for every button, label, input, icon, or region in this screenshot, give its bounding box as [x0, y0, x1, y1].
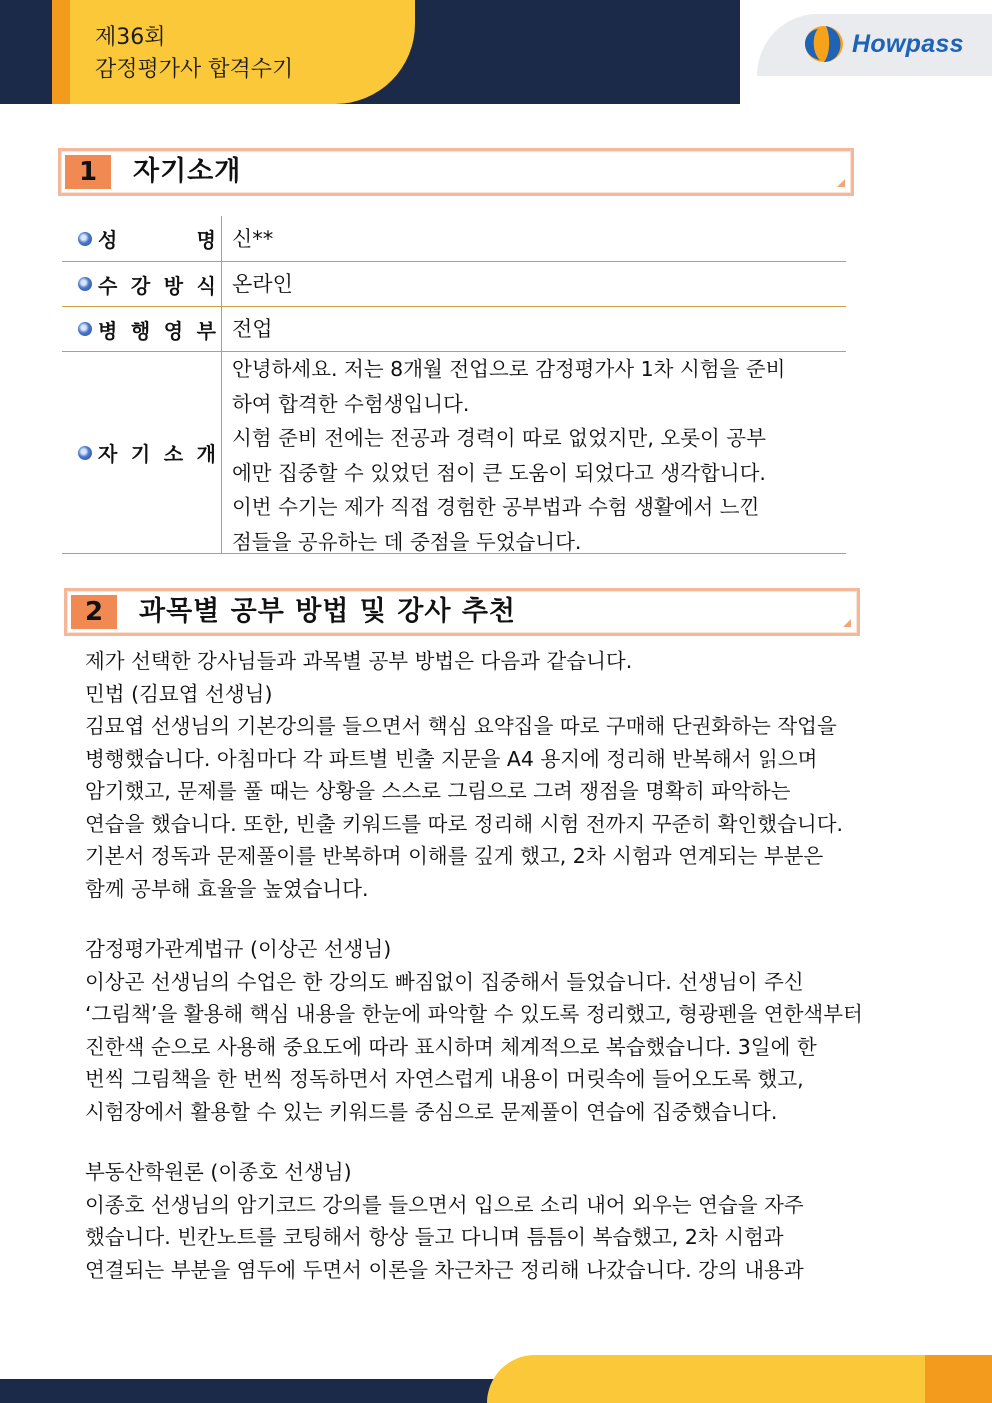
- value-name: 신**: [232, 227, 274, 251]
- intro-sentence: 제가 선택한 강사님들과 과목별 공부 방법은 다음과 같습니다.: [85, 649, 633, 673]
- title-line-1: 제36회: [95, 25, 166, 50]
- table-row: [62, 262, 846, 307]
- paragraph-line: 이상곤 선생님의 수업은 한 강의도 빠짐없이 집중해서 들었습니다. 선생님이 주신: [85, 969, 804, 994]
- section-number: 1: [65, 155, 111, 189]
- value-work-status: 전업: [232, 317, 273, 341]
- section-2-heading: [64, 588, 860, 636]
- intro-line: 이번 수기는 제가 직접 경험한 공부법과 수험 생활에서 느낀: [232, 495, 760, 519]
- table-row: [62, 352, 846, 554]
- label-char: 병: [98, 318, 118, 343]
- intro-line: 안녕하세요. 저는 8개월 전업으로 감정평가사 1차 시험을 준비: [232, 357, 786, 381]
- section-title: 자기소개: [133, 156, 242, 187]
- label-char: 강: [130, 273, 151, 298]
- label-char: 자: [98, 442, 118, 466]
- subject-heading: 부동산학원론 (이종호 선생님): [85, 1160, 352, 1184]
- label-char: 수: [98, 273, 118, 298]
- howpass-logo: [804, 24, 964, 64]
- bullet-icon: [78, 446, 92, 460]
- header-accent-bar: [52, 0, 70, 104]
- paragraph-line: ‘그림책’을 활용해 핵심 내용을 한눈에 파악할 수 있도록 정리했고, 형광펜을 연한색부터: [85, 1002, 863, 1026]
- section-1-heading: [58, 148, 854, 196]
- logo-text: Howpass: [852, 29, 964, 58]
- row-label: [62, 307, 222, 351]
- value-study-mode: 온라인: [232, 272, 293, 296]
- paragraph-line: 함께 공부해 효율을 높였습니다.: [85, 876, 369, 901]
- row-label: [62, 216, 222, 261]
- corner-marker-icon: [837, 179, 845, 187]
- paragraph-line: 병행했습니다. 아침마다 각 파트별 빈출 지문을 A4 용지에 정리해 반복해서 읽으며: [85, 746, 818, 771]
- intro-line: 시험 준비 전에는 전공과 경력이 따로 없었지만, 오롯이 공부: [232, 426, 766, 450]
- label-introduction: [98, 438, 216, 467]
- corner-marker-icon: [843, 619, 851, 627]
- paragraph-line: 연습을 했습니다. 또한, 빈출 키워드를 따로 정리해 시험 전까지 꾸준히 확인했습니다.: [85, 811, 844, 836]
- row-label: [62, 262, 222, 306]
- paragraph-line: 했습니다. 빈칸노트를 코팅해서 항상 들고 다니며 틈틈이 복습했고, 2차 시험과: [85, 1225, 784, 1249]
- intro-line: 하여 합격한 수험생입니다.: [232, 391, 470, 416]
- paragraph-spacer: [85, 905, 863, 933]
- label-char: 부: [196, 318, 216, 343]
- label-name: [98, 224, 216, 253]
- label-char: 기: [130, 442, 151, 466]
- label-char: 방: [163, 273, 184, 298]
- paragraph-line: 기본서 정독과 문제풀이를 반복하며 이해를 깊게 했고, 2차 시험과 연계되는 부분은: [85, 844, 824, 868]
- howpass-logo-icon: [804, 25, 844, 63]
- label-char: 영: [163, 318, 184, 343]
- paragraph-line: 진한색 순으로 사용해 중요도에 따라 표시하며 체계적으로 복습했습니다. 3일에 한: [85, 1034, 817, 1059]
- table-row: [62, 216, 846, 262]
- bullet-icon: [78, 322, 92, 336]
- bullet-icon: [78, 232, 92, 246]
- label-char: 명: [196, 228, 216, 252]
- subject-heading: 감정평가관계법규 (이상곤 선생님): [85, 937, 392, 961]
- label-char: 식: [196, 273, 216, 298]
- footer-orange-block: [925, 1355, 992, 1403]
- row-label: [62, 352, 222, 553]
- subject-heading: 민법 (김묘엽 선생님): [85, 681, 273, 706]
- footer-yellow-panel: [487, 1355, 927, 1403]
- paragraph-line: 암기했고, 문제를 풀 때는 상황을 스스로 그림으로 그려 쟁점을 명확히 파악하는: [85, 779, 791, 803]
- label-work-status: [98, 315, 216, 344]
- section-title: 과목별 공부 방법 및 강사 추천: [139, 596, 516, 627]
- bullet-icon: [78, 277, 92, 291]
- label-study-mode: [98, 270, 216, 299]
- section-number: 2: [71, 595, 117, 629]
- intro-line: 점들을 공유하는 데 중점을 두었습니다.: [232, 529, 582, 554]
- title-line-2: 감정평가사 합격수기: [95, 57, 294, 82]
- paragraph-line: 번씩 그림책을 한 번씩 정독하면서 자연스럽게 내용이 머릿속에 들어오도록 했고,: [85, 1067, 804, 1091]
- profile-table: [62, 216, 846, 554]
- paragraph-line: 김묘엽 선생님의 기본강의를 들으면서 핵심 요약집을 따로 구매해 단권화하는 작업을: [85, 714, 837, 738]
- paragraph-line: 이종호 선생님의 암기코드 강의를 들으면서 입으로 소리 내어 외우는 연습을 자주: [85, 1192, 804, 1217]
- label-char: 소: [163, 442, 184, 466]
- label-char: 성: [98, 228, 118, 252]
- value-introduction: [222, 352, 846, 553]
- intro-line: 에만 집중할 수 있었던 점이 큰 도움이 되었다고 생각합니다.: [232, 460, 766, 485]
- document-title: [95, 22, 293, 86]
- section-2-body: [85, 645, 863, 1286]
- paragraph-line: 시험장에서 활용할 수 있는 키워드를 중심으로 문제풀이 연습에 집중했습니다.: [85, 1099, 778, 1124]
- paragraph-line: 연결되는 부분을 염두에 두면서 이론을 차근차근 정리해 나갔습니다. 강의 내용과: [85, 1257, 804, 1282]
- table-row: [62, 307, 846, 352]
- paragraph-spacer: [85, 1128, 863, 1156]
- label-char: 개: [196, 442, 216, 466]
- label-char: 행: [130, 318, 151, 343]
